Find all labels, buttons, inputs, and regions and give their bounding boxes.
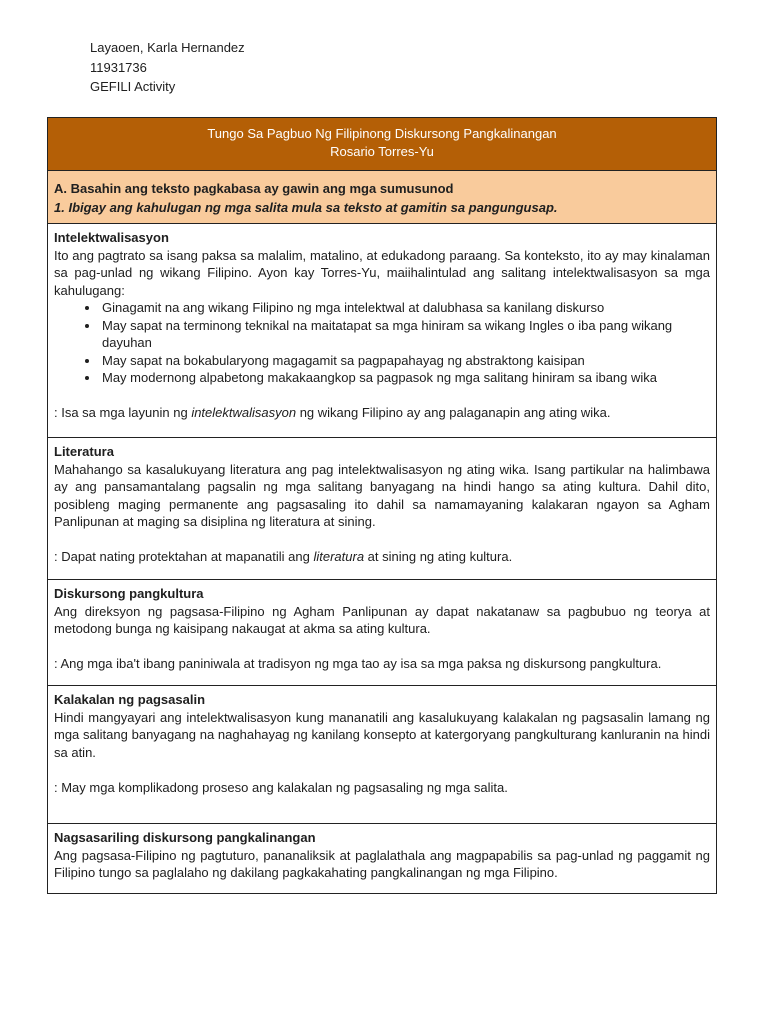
- term-heading: Nagsasariling diskursong pangkalinangan: [54, 830, 316, 845]
- sentence-term: intelektwalisasyon: [191, 405, 297, 420]
- example-sentence: : Ang mga iba't ibang paniniwala at tradisyon ng mga tao ay isa sa mga paksa ng diskursong pangkultura.: [54, 656, 662, 671]
- term-definition: Mahahango sa kasalukuyang literatura ang pag intelektwalisasyon ng ating wika. Isang partikular na halimbawa ay ang pansamantalang pagsalin ng mga salitang banyagang na hindi hango sa ating kultura. Dahil dito, posibleng maging permanente ang pagsasaling ito dahil sa namamayaning kalakaran ngayon sa Agham Panlipunan at maging sa disiplina ng literatura at sining.: [54, 461, 710, 529]
- definition-list: [54, 299, 710, 387]
- sentence-text: at sining ng ating kultura.: [364, 549, 513, 564]
- reading-title: Tungo Sa Pagbuo Ng Filipinong Diskursong Pangkalinangan: [207, 126, 557, 141]
- example-sentence: [54, 404, 710, 422]
- section-intelektwalisasyon: [48, 224, 716, 438]
- instruction-1: 1. Ibigay ang kahulugan ng mga salita mula sa teksto at gamitin sa pangungusap.: [54, 200, 558, 215]
- list-item: • Ginagamit na ang wikang Filipino ng mga intelektwal at dalubhasa sa kanilang diskurso: [100, 299, 710, 317]
- student-info: [90, 38, 245, 97]
- term-heading: Kalakalan ng pagsasalin: [54, 692, 206, 707]
- activity-table: [47, 117, 717, 894]
- term-definition: Hindi mangyayari ang intelektwalisasyon kung mananatili ang kasalukuyang kalakalan ng pagsasalin lamang ng mga salitang banyagang na naghahayag ng kanilang konsepto at katergoryang pangkulturang kanluranin na hindi sa atin.: [54, 709, 710, 760]
- term-definition: Ang pagsasa-Filipino ng pagtuturo, pananaliksik at paglalathala ang magpapabilis sa pag-unlad ng paggamit ng Filipino tungo sa paglalaho ng dakilang pagkakahating pangkalinangan ng mga Filipino.: [54, 847, 710, 880]
- term-definition: Ang direksyon ng pagsasa-Filipino ng Agham Panlipunan ay dapat nakatanaw sa pagbubuo ng teorya at metodong bunga ng kaisipang nakaugat at akma sa ating kultura.: [54, 603, 710, 636]
- sentence-term: literatura: [313, 549, 365, 564]
- sentence-text: : Isa sa mga layunin ng: [54, 405, 192, 420]
- reading-author: Rosario Torres-Yu: [330, 144, 434, 159]
- sentence-text: : Dapat nating protektahan at mapanatili ang: [54, 549, 314, 564]
- instruction-row: [48, 171, 716, 224]
- activity-label: GEFILI Activity: [90, 79, 176, 94]
- section-nagsasariling-diskurso: [48, 824, 716, 893]
- table-title-row: [48, 118, 716, 171]
- list-item: • May sapat na terminong teknikal na maitatapat sa mga hiniram sa wikang Ingles o iba pang wikang dayuhan: [100, 317, 710, 352]
- student-id: 11931736: [90, 59, 147, 75]
- sentence-text: ng wikang Filipino ay ang palaganapin ang ating wika.: [296, 405, 611, 420]
- list-item: • May modernong alpabetong makakaangkop sa pagpasok ng mga salitang hiniram sa ibang wika: [100, 369, 710, 387]
- term-heading: Literatura: [54, 444, 114, 459]
- section-kalakalan-ng-pagsasalin: [48, 686, 716, 824]
- section-literatura: [48, 438, 716, 580]
- example-sentence: [54, 548, 710, 566]
- section-diskursong-pangkultura: [48, 580, 716, 686]
- instruction-a: A. Basahin ang teksto pagkabasa ay gawin ang mga sumusunod: [54, 181, 454, 196]
- term-heading: Diskursong pangkultura: [54, 586, 204, 601]
- term-heading: Intelektwalisasyon: [54, 230, 169, 245]
- list-item: • May sapat na bokabularyong magagamit sa pagpapahayag ng abstraktong kaisipan: [100, 352, 710, 370]
- student-name: Layaoen, Karla Hernandez: [90, 40, 245, 55]
- term-definition: Ito ang pagtrato sa isang paksa sa malalim, matalino, at edukadong paraang. Sa konteksto, ito ay may kinalaman sa pag-unlad ng wikang Filipino. Ayon kay Torres-Yu, maiihalintulad ang salitang intelektwalisasyon sa mga kahulugang:: [54, 247, 710, 298]
- example-sentence: : May mga komplikadong proseso ang kalakalan ng pagsasaling ng mga salita.: [54, 779, 508, 795]
